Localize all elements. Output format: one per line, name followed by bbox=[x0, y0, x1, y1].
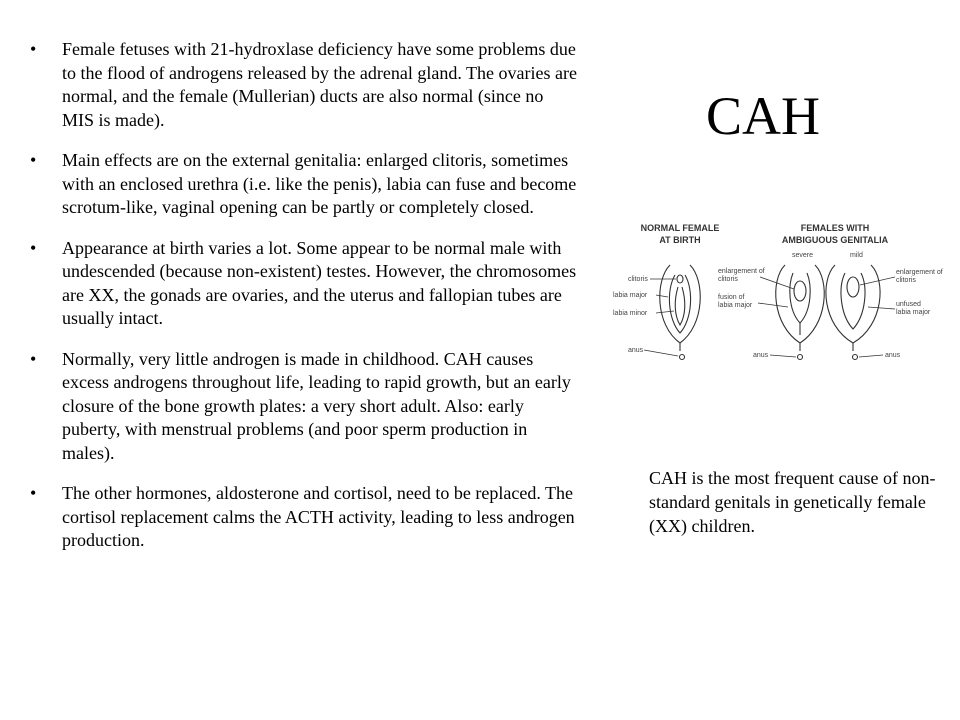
label-fusion-1: fusion of bbox=[718, 294, 745, 301]
label-mild: mild bbox=[850, 252, 863, 259]
label-enlargement-mild-2: clitoris bbox=[896, 277, 916, 284]
heading-ambiguous-genitalia: AMBIGUOUS GENITALIA bbox=[781, 235, 889, 245]
bullet-item bbox=[30, 38, 578, 132]
bullet-text: Normally, very little androgen is made in childhood. CAH causes excess androgens throughout life, leading to rapid growth, but an early closure of the bone growth plates: a very short adult. Also: early puberty, with menstrual problems (and poor sperm production in males). bbox=[62, 348, 571, 463]
label-labia-minor: labia minor bbox=[613, 310, 648, 317]
leader-lines bbox=[644, 277, 895, 357]
bullet-text: Appearance at birth varies a lot. Some appear to be normal male with undescended (because non-existent) testes. However, the chromosomes are XX, the gonads are ovaries, and the uterus and fallopian tubes are usually intact. bbox=[62, 237, 577, 328]
slide-caption: CAH is the most frequent cause of non-standard genitals in genetically female (XX) children. bbox=[649, 468, 936, 536]
genitalia-diagram bbox=[610, 215, 960, 375]
heading-females-with: FEMALES WITH bbox=[800, 223, 870, 233]
label-unfused-1: unfused bbox=[896, 301, 921, 308]
label-anus-left: anus bbox=[628, 347, 644, 354]
label-enlargement-severe-2: clitoris bbox=[718, 276, 738, 283]
bullet-item bbox=[30, 149, 578, 220]
mild-ambiguous-drawing bbox=[826, 265, 880, 360]
severe-ambiguous-drawing bbox=[776, 265, 825, 360]
label-enlargement-severe-1: enlargement of bbox=[718, 268, 765, 275]
bullet-marker: • bbox=[30, 348, 37, 369]
label-fusion-2: labia major bbox=[718, 302, 753, 309]
bullet-text: Main effects are on the external genitalia: enlarged clitoris, sometimes with an enclosed urethra (i.e. like the penis), labia can fuse and become scrotum-like, vaginal opening can be partly or completely closed. bbox=[62, 150, 577, 217]
bullet-marker: • bbox=[30, 483, 37, 503]
bullet-marker: • bbox=[30, 237, 37, 258]
label-anus-middle: anus bbox=[753, 352, 769, 359]
label-enlargement-mild-1: enlargement of bbox=[896, 269, 943, 276]
label-clitoris: clitoris bbox=[628, 276, 648, 283]
bullet-item bbox=[30, 482, 578, 553]
label-anus-right: anus bbox=[885, 352, 901, 359]
label-severe: severe bbox=[792, 252, 814, 259]
bullet-text: Female fetuses with 21-hydroxlase deficiency have some problems due to the flood of androgens released by the adrenal gland. The ovaries are normal, and the female (Mullerian) ducts are also normal (since no MIS is made). bbox=[62, 39, 577, 130]
bullet-marker: • bbox=[30, 150, 37, 170]
heading-normal-female: NORMAL FEMALE bbox=[640, 223, 720, 233]
bullet-item bbox=[30, 348, 578, 466]
slide-title: CAH bbox=[706, 86, 821, 146]
bullet-text: The other hormones, aldosterone and cortisol, need to be replaced. The cortisol replacement calms the ACTH activity, leading to less androgen production. bbox=[62, 483, 575, 550]
label-unfused-2: labia major bbox=[896, 309, 931, 316]
heading-at-birth: AT BIRTH bbox=[659, 235, 701, 245]
bullet-marker: • bbox=[30, 39, 37, 59]
bullet-list bbox=[30, 38, 578, 570]
label-labia-major: labia major bbox=[613, 292, 648, 299]
bullet-item bbox=[30, 237, 578, 331]
